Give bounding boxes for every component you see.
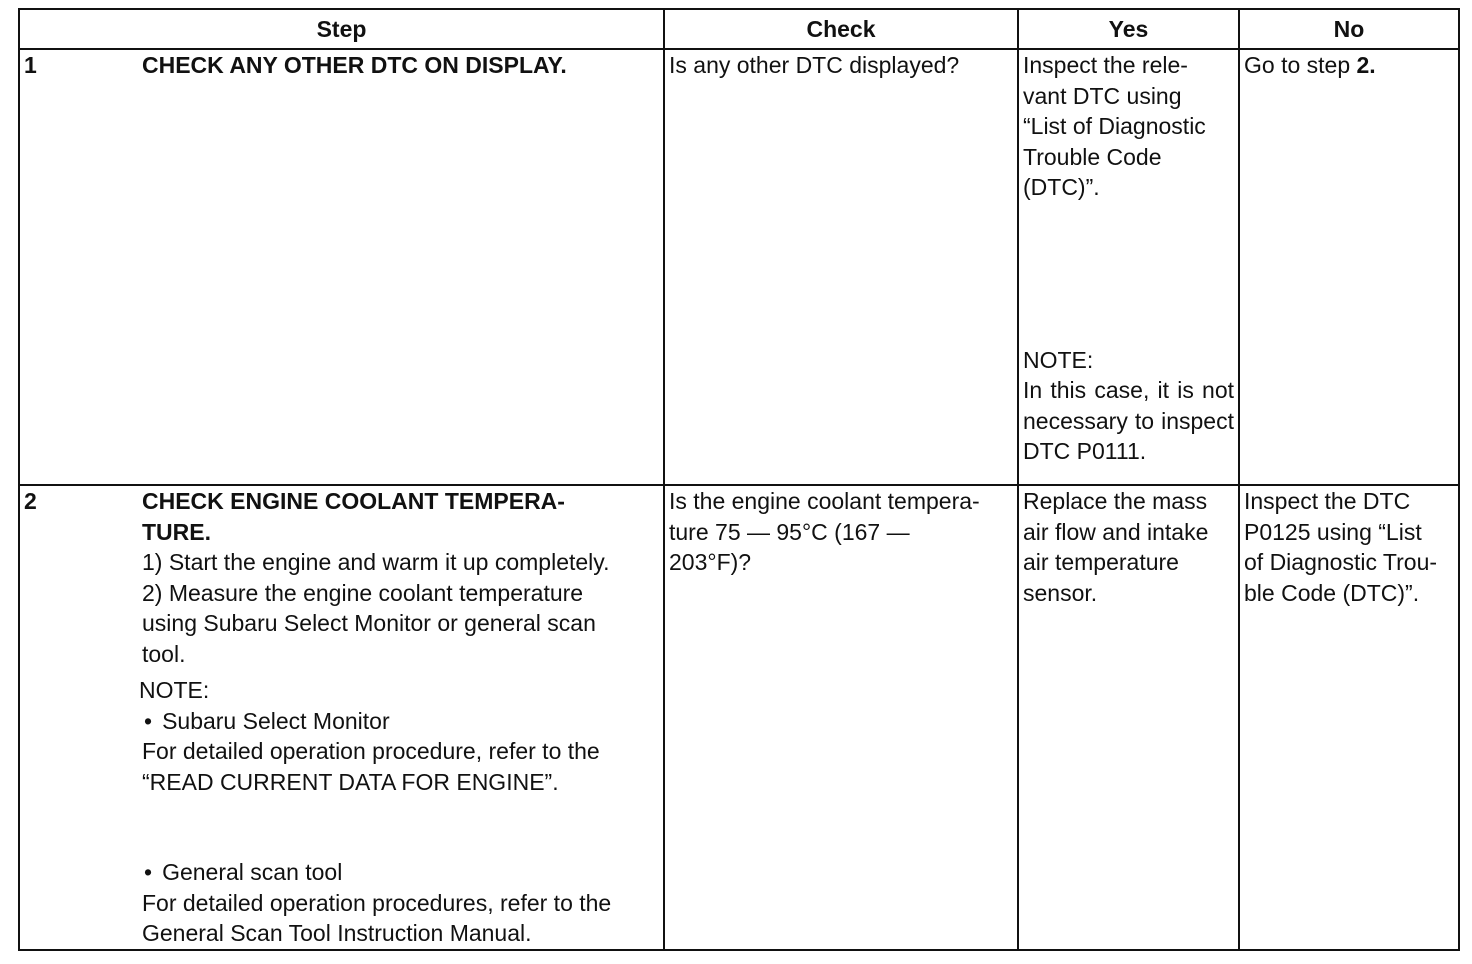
no-cell	[1239, 485, 1459, 950]
instruction: 1) Start the engine and warm it up completely.	[142, 549, 610, 575]
note-text: For detailed operation procedures, refer to the	[142, 889, 612, 916]
no-text: Go to step	[1244, 52, 1357, 78]
yes-line: Inspect the rele-	[1023, 52, 1188, 78]
header-no: No	[1239, 9, 1459, 49]
note-label: NOTE:	[1023, 346, 1094, 373]
yes-line: vant DTC using	[1023, 82, 1182, 109]
yes-line: air flow and intake	[1023, 518, 1209, 545]
diagnostic-table	[18, 8, 1460, 951]
note-label: NOTE:	[139, 677, 210, 703]
step-number: 1	[24, 52, 37, 78]
bullet-item: • Subaru Select Monitor	[142, 706, 659, 737]
yes-line: Replace the mass	[1023, 488, 1208, 514]
check-line: Is the engine coolant tempera-	[669, 488, 980, 514]
note-text: In this case, it is not necessary to inspect DTC P0111.	[1023, 377, 1234, 464]
yes-line: sensor.	[1023, 579, 1098, 606]
check-cell	[664, 485, 1018, 950]
check-line: 203°F)?	[669, 549, 752, 575]
yes-cell	[1018, 49, 1239, 485]
header-step: Step	[19, 9, 664, 49]
step-title: CHECK ANY OTHER DTC ON DISPLAY.	[142, 52, 567, 78]
check-text: Is any other DTC displayed?	[669, 52, 960, 78]
yes-line: air temperature	[1023, 549, 1179, 575]
no-line: P0125 using “List	[1244, 518, 1422, 545]
check-line: ture 75 — 95°C (167 —	[669, 518, 910, 545]
yes-line: (DTC)”.	[1023, 174, 1100, 200]
no-line: Inspect the DTC	[1244, 488, 1411, 514]
yes-line: “List of Diagnostic	[1023, 113, 1206, 139]
instruction: using Subaru Select Monitor or general scan	[142, 610, 596, 636]
note-text: “READ CURRENT DATA FOR ENGINE”.	[142, 768, 559, 795]
step-title: CHECK ENGINE COOLANT TEMPERA-	[142, 488, 565, 514]
no-line: of Diagnostic Trou-	[1244, 549, 1438, 575]
step-cell	[19, 49, 664, 485]
header-row	[19, 9, 1459, 49]
step-number: 2	[24, 488, 37, 514]
header-check: Check	[664, 9, 1018, 49]
bullet-item: • General scan tool	[142, 857, 659, 888]
check-cell	[664, 49, 1018, 485]
no-step-ref: 2.	[1356, 52, 1376, 78]
yes-cell	[1018, 485, 1239, 950]
table-row	[19, 49, 1459, 485]
note-text: General Scan Tool Instruction Manual.	[142, 920, 532, 946]
yes-line: Trouble Code	[1023, 143, 1162, 170]
note-text: For detailed operation procedure, refer to the	[142, 738, 600, 764]
no-line: ble Code (DTC)”.	[1244, 579, 1420, 606]
instruction: tool.	[142, 640, 186, 667]
header-yes: Yes	[1018, 9, 1239, 49]
step-title: TURE.	[142, 518, 211, 545]
step-cell	[19, 485, 664, 950]
no-cell	[1239, 49, 1459, 485]
instruction: 2) Measure the engine coolant temperature	[142, 579, 584, 606]
table-row	[19, 485, 1459, 950]
